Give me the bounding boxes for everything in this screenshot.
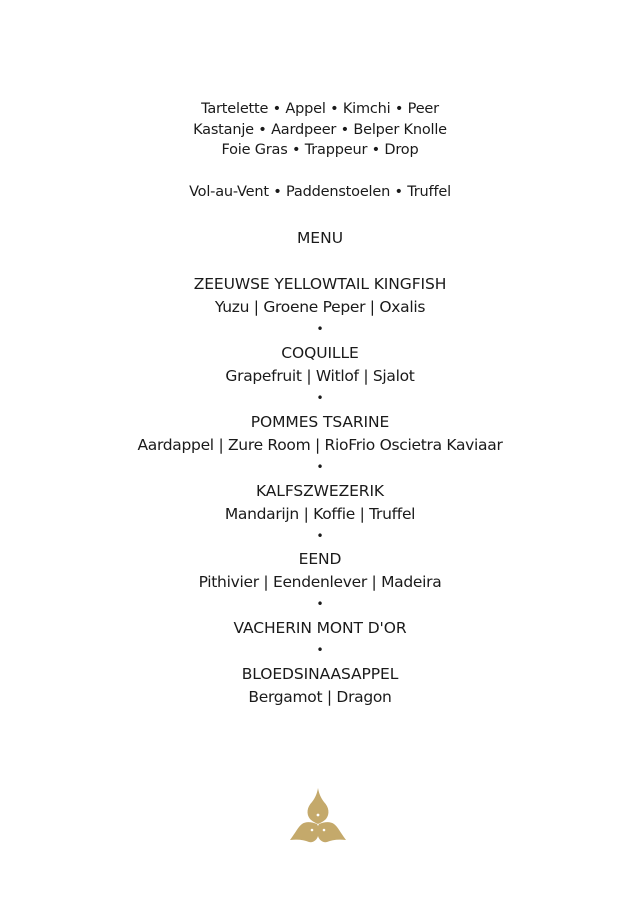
course-description: Yuzu | Groene Peper | Oxalis <box>214 298 426 316</box>
course-separator: • <box>316 597 324 611</box>
course-description: Pithivier | Eendenlever | Madeira <box>198 573 442 591</box>
course-description: Aardappel | Zure Room | RioFrio Oscietra Kaviaar <box>137 436 503 454</box>
course-name: POMMES TSARINE <box>250 413 390 431</box>
course-separator: • <box>316 460 324 474</box>
course-separator: • <box>316 529 324 543</box>
course-name: EEND <box>298 550 342 568</box>
course-name: VACHERIN MONT D'OR <box>233 619 407 637</box>
lotus-trefoil-icon <box>290 788 346 846</box>
course-name: BLOEDSINAASAPPEL <box>241 665 399 683</box>
course-name: KALFSZWEZERIK <box>256 482 384 500</box>
course-name: ZEEUWSE YELLOWTAIL KINGFISH <box>193 275 447 293</box>
course-separator: • <box>316 322 324 336</box>
course-description: Bergamot | Dragon <box>248 688 392 706</box>
amuse-extra-line: Vol-au-Vent • Paddenstoelen • Truffel <box>189 184 451 200</box>
course-description: Mandarijn | Koffie | Truffel <box>224 505 416 523</box>
course-name: COQUILLE <box>281 344 359 362</box>
amuse-line-3: Foie Gras • Trappeur • Drop <box>221 142 419 158</box>
course-description: Grapefruit | Witlof | Sjalot <box>225 367 415 385</box>
course-separator: • <box>316 391 324 405</box>
amuse-line-2: Kastanje • Aardpeer • Belper Knolle <box>193 122 447 138</box>
course-separator: • <box>316 643 324 657</box>
amuse-line-1: Tartelette • Appel • Kimchi • Peer <box>201 101 439 117</box>
menu-title: MENU <box>296 229 344 247</box>
